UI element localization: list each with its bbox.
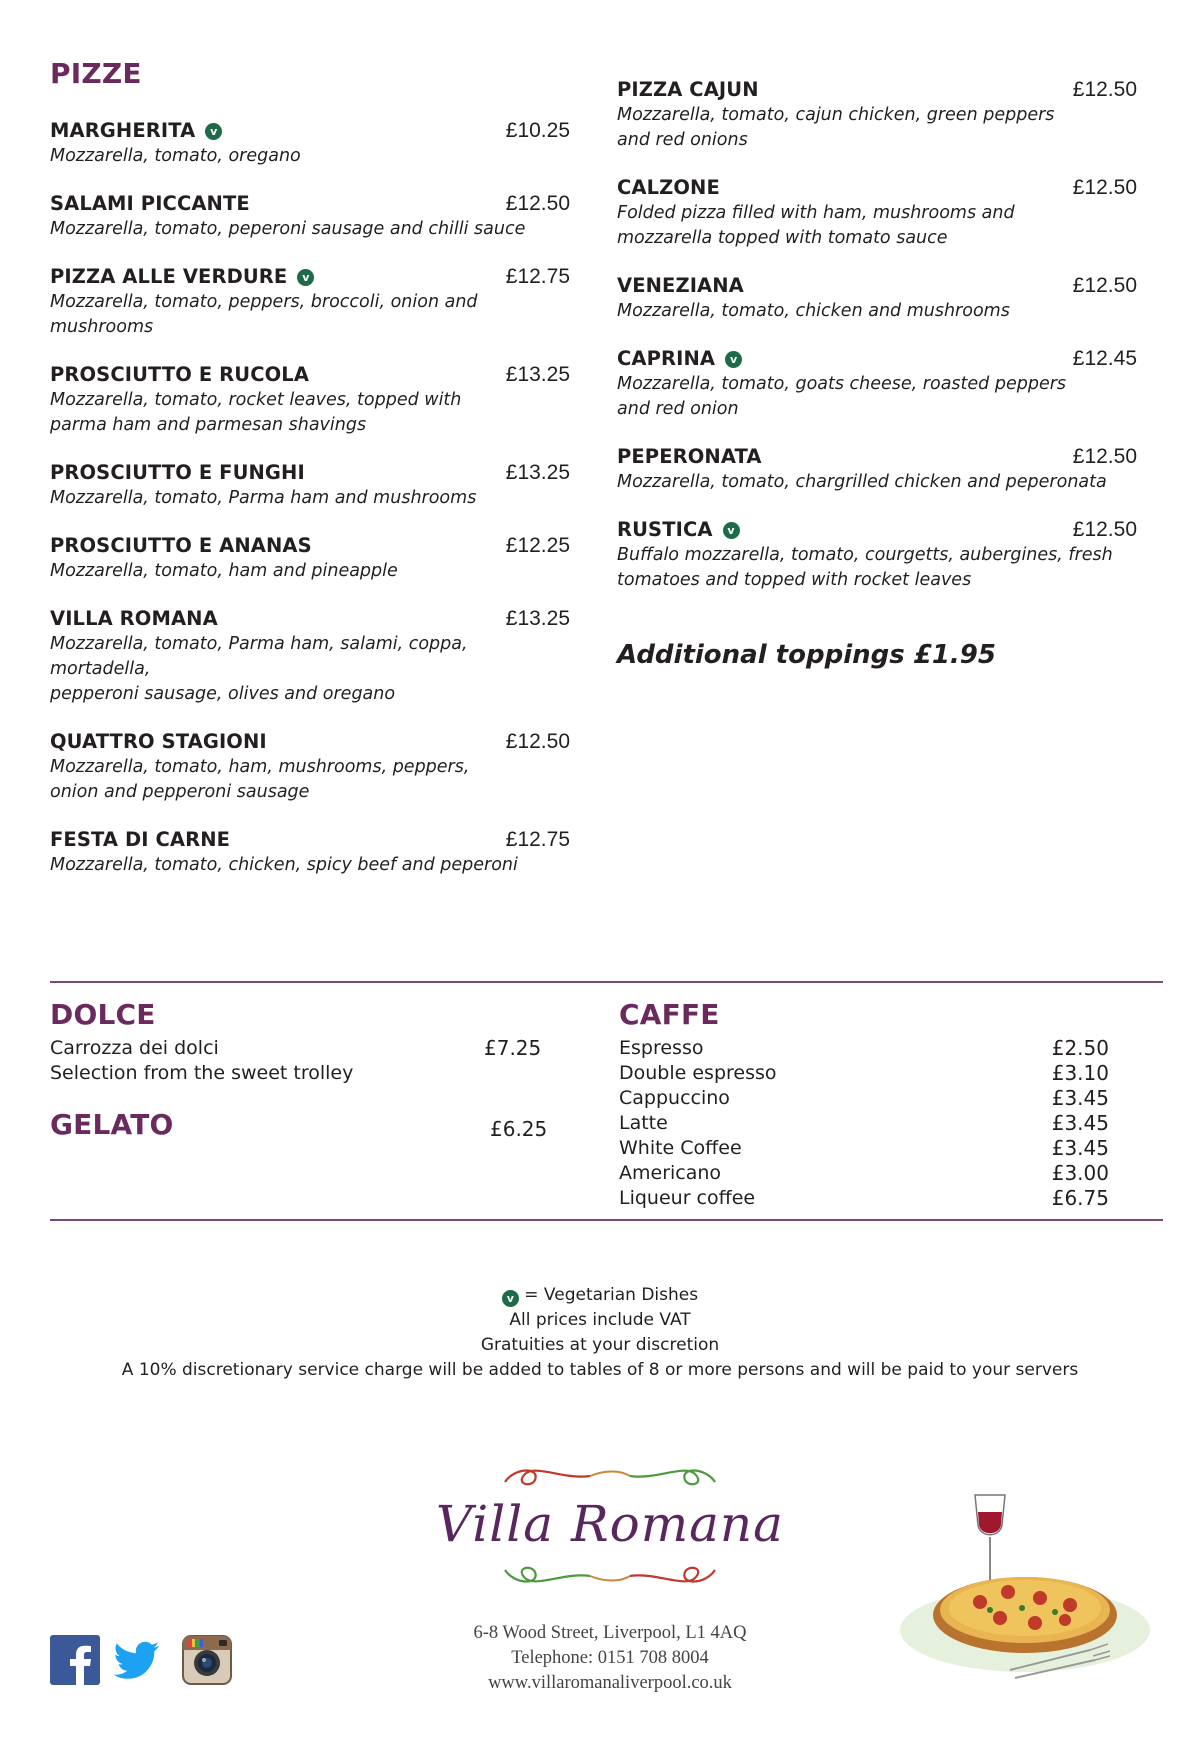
menu-item (50, 729, 570, 805)
menu-item-price: £12.50 (1072, 518, 1137, 541)
telephone: Telephone: 0151 708 8004 (511, 1648, 709, 1668)
logo-flourish-top-icon (495, 1462, 725, 1492)
menu-item-price: £12.75 (505, 828, 570, 851)
menu-item-name-row (617, 175, 720, 201)
menu-item-price: £13.25 (505, 461, 570, 484)
section-divider-top (50, 981, 1163, 983)
menu-item-name: CAPRINA (617, 347, 716, 370)
caffe-item-name: Americano (619, 1162, 722, 1184)
menu-item-price: £12.45 (1072, 347, 1137, 370)
veg-badge-icon: v (723, 522, 740, 539)
menu-item-name: PROSCIUTTO E FUNGHI (50, 461, 305, 484)
menu-item-name-row (617, 346, 742, 372)
menu-item (617, 444, 1137, 495)
menu-item-name-row (50, 118, 222, 144)
veg-badge-icon: v (205, 123, 222, 140)
gelato-heading: GELATO (50, 1108, 174, 1141)
caffe-item (619, 1161, 1109, 1186)
menu-item (617, 517, 1137, 593)
menu-item-name-row (50, 264, 314, 290)
menu-item-description: tomatoes and topped with rocket leaves (617, 570, 972, 590)
menu-item-description: Mozzarella, tomato, chicken, spicy beef and peperoni (50, 855, 518, 875)
menu-item-price: £12.50 (1072, 274, 1137, 297)
menu-item-name: VENEZIANA (617, 274, 744, 297)
caffe-item-name: Liqueur coffee (619, 1187, 756, 1209)
menu-item-description: Mozzarella, tomato, chargrilled chicken and peperonata (617, 472, 1107, 492)
menu-item (50, 606, 570, 707)
caffe-item (619, 1086, 1109, 1111)
menu-item-name: CALZONE (617, 176, 720, 199)
menu-item (50, 191, 570, 242)
facebook-icon[interactable] (50, 1635, 100, 1685)
menu-item-description: Mozzarella, tomato, Parma ham and mushrooms (50, 488, 477, 508)
menu-item-name: PROSCIUTTO E RUCOLA (50, 363, 310, 386)
menu-item-name: VILLA ROMANA (50, 607, 218, 630)
menu-item-description: pepperoni sausage, olives and oregano (50, 684, 396, 704)
menu-item-description: Buffalo mozzarella, tomato, courgetts, aubergines, fresh (617, 545, 1113, 565)
menu-item-name: QUATTRO STAGIONI (50, 730, 267, 753)
menu-item-description: and red onions (617, 130, 748, 150)
menu-item-name: RUSTICA (617, 518, 713, 541)
menu-item-description: onion and pepperoni sausage (50, 782, 310, 802)
menu-item-name-row (50, 533, 312, 559)
menu-notes (0, 1283, 1200, 1383)
veg-badge-icon: v (725, 351, 742, 368)
dolce-item-name: Carrozza dei dolci (50, 1037, 219, 1059)
caffe-item (619, 1136, 1109, 1161)
caffe-item-name: Double espresso (619, 1062, 777, 1084)
caffe-item (619, 1061, 1109, 1086)
menu-item-description: Mozzarella, tomato, oregano (50, 146, 301, 166)
menu-item-description: parma ham and parmesan shavings (50, 415, 367, 435)
menu-item-name-row (617, 444, 762, 470)
caffe-item-name: Cappuccino (619, 1087, 730, 1109)
menu-item-price: £12.25 (505, 534, 570, 557)
menu-item-price: £12.50 (1072, 176, 1137, 199)
caffe-item (619, 1186, 1109, 1211)
menu-item-price: £13.25 (505, 363, 570, 386)
pizza-list-left (50, 118, 570, 900)
address: 6-8 Wood Street, Liverpool, L1 4AQ (473, 1623, 747, 1643)
menu-item-description: Folded pizza filled with ham, mushrooms and (617, 203, 1015, 223)
menu-item-price: £12.50 (1072, 445, 1137, 468)
caffe-item (619, 1036, 1109, 1061)
caffe-item-price: £3.45 (1051, 1111, 1109, 1135)
veg-badge-icon: v (297, 269, 314, 286)
menu-item (617, 175, 1137, 251)
menu-item-name: PROSCIUTTO E ANANAS (50, 534, 312, 557)
menu-item-description: mozzarella topped with tomato sauce (617, 228, 948, 248)
menu-item-description: Mozzarella, tomato, peperoni sausage and chilli sauce (50, 219, 526, 239)
vat-note: All prices include VAT (509, 1310, 691, 1330)
caffe-item-price: £3.45 (1051, 1136, 1109, 1160)
caffe-item-name: Latte (619, 1112, 668, 1134)
veg-legend-text: = Vegetarian Dishes (524, 1285, 699, 1305)
website-link[interactable]: www.villaromanaliverpool.co.uk (488, 1673, 732, 1693)
twitter-icon[interactable] (112, 1635, 162, 1685)
menu-item-price: £12.50 (505, 192, 570, 215)
veg-legend (0, 1283, 1200, 1308)
dolce-item-desc: Selection from the sweet trolley (50, 1062, 354, 1084)
menu-item-description: Mozzarella, tomato, rocket leaves, topped with (50, 390, 462, 410)
menu-item (617, 273, 1137, 324)
menu-item-name-row (617, 273, 744, 299)
pizza-list-right (617, 77, 1137, 615)
menu-item (50, 362, 570, 438)
caffe-item-price: £3.10 (1051, 1061, 1109, 1085)
menu-item-description: Mozzarella, tomato, chicken and mushrooms (617, 301, 1010, 321)
instagram-icon[interactable] (182, 1635, 232, 1685)
caffe-item (619, 1111, 1109, 1136)
menu-item-name-row (50, 362, 309, 388)
restaurant-logo: Villa Romana (436, 1495, 784, 1553)
veg-badge-icon: v (502, 1290, 519, 1307)
menu-item (50, 118, 570, 169)
menu-item-name: MARGHERITA (50, 119, 196, 142)
menu-item-description: Mozzarella, tomato, peppers, broccoli, onion and mushrooms (50, 292, 478, 337)
logo-flourish-bottom-icon (495, 1560, 725, 1590)
caffe-item-price: £3.00 (1051, 1161, 1109, 1185)
menu-item-name-row (617, 77, 759, 103)
dolce-heading: DOLCE (50, 998, 156, 1031)
gratuities-note: Gratuities at your discretion (480, 1335, 720, 1355)
menu-item-description: Mozzarella, tomato, ham, mushrooms, peppers, (50, 757, 470, 777)
menu-item-name: PIZZA CAJUN (617, 78, 759, 101)
menu-item-price: £12.75 (505, 265, 570, 288)
menu-item-name-row (50, 191, 250, 217)
additional-toppings: Additional toppings £1.95 (617, 640, 996, 670)
menu-item (50, 460, 570, 511)
menu-item-description: Mozzarella, tomato, Parma ham, salami, coppa, mortadella, (50, 634, 468, 679)
menu-item-name-row (617, 517, 740, 543)
caffe-item-price: £6.75 (1051, 1186, 1109, 1210)
menu-item-name: PEPERONATA (617, 445, 762, 468)
caffe-item-price: £2.50 (1051, 1036, 1109, 1060)
pizze-heading: PIZZE (50, 57, 142, 90)
menu-item-description: Mozzarella, tomato, goats cheese, roasted peppers (617, 374, 1067, 394)
menu-item-name-row (50, 729, 267, 755)
menu-item (50, 827, 570, 878)
menu-item-name-row (50, 460, 305, 486)
menu-item-description: Mozzarella, tomato, ham and pineapple (50, 561, 398, 581)
menu-item-name: SALAMI PICCANTE (50, 192, 250, 215)
menu-item (50, 264, 570, 340)
menu-item-price: £10.25 (505, 119, 570, 142)
menu-item (617, 77, 1137, 153)
menu-item-name-row (50, 606, 218, 632)
menu-item-price: £12.50 (505, 730, 570, 753)
menu-item (617, 346, 1137, 422)
service-charge-note: A 10% discretionary service charge will be added to tables of 8 or more persons and will be paid to your servers (121, 1360, 1079, 1380)
menu-item-price: £12.50 (1072, 78, 1137, 101)
menu-item-name: FESTA DI CARNE (50, 828, 231, 851)
gelato-price: £6.25 (490, 1117, 548, 1141)
caffe-list (619, 1036, 1109, 1211)
menu-item-price: £13.25 (505, 607, 570, 630)
section-divider-bottom (50, 1219, 1163, 1221)
menu-item-description: and red onion (617, 399, 739, 419)
menu-item-name: PIZZA ALLE VERDURE (50, 265, 288, 288)
menu-item (50, 533, 570, 584)
dolce-price: £7.25 (484, 1036, 542, 1060)
caffe-item-name: White Coffee (619, 1137, 742, 1159)
caffe-item-price: £3.45 (1051, 1086, 1109, 1110)
pizza-wine-illustration (890, 1480, 1150, 1690)
menu-item-description: Mozzarella, tomato, cajun chicken, green peppers (617, 105, 1055, 125)
caffe-item-name: Espresso (619, 1037, 704, 1059)
restaurant-contact (380, 1621, 840, 1696)
caffe-heading: CAFFE (619, 998, 720, 1031)
menu-item-name-row (50, 827, 230, 853)
